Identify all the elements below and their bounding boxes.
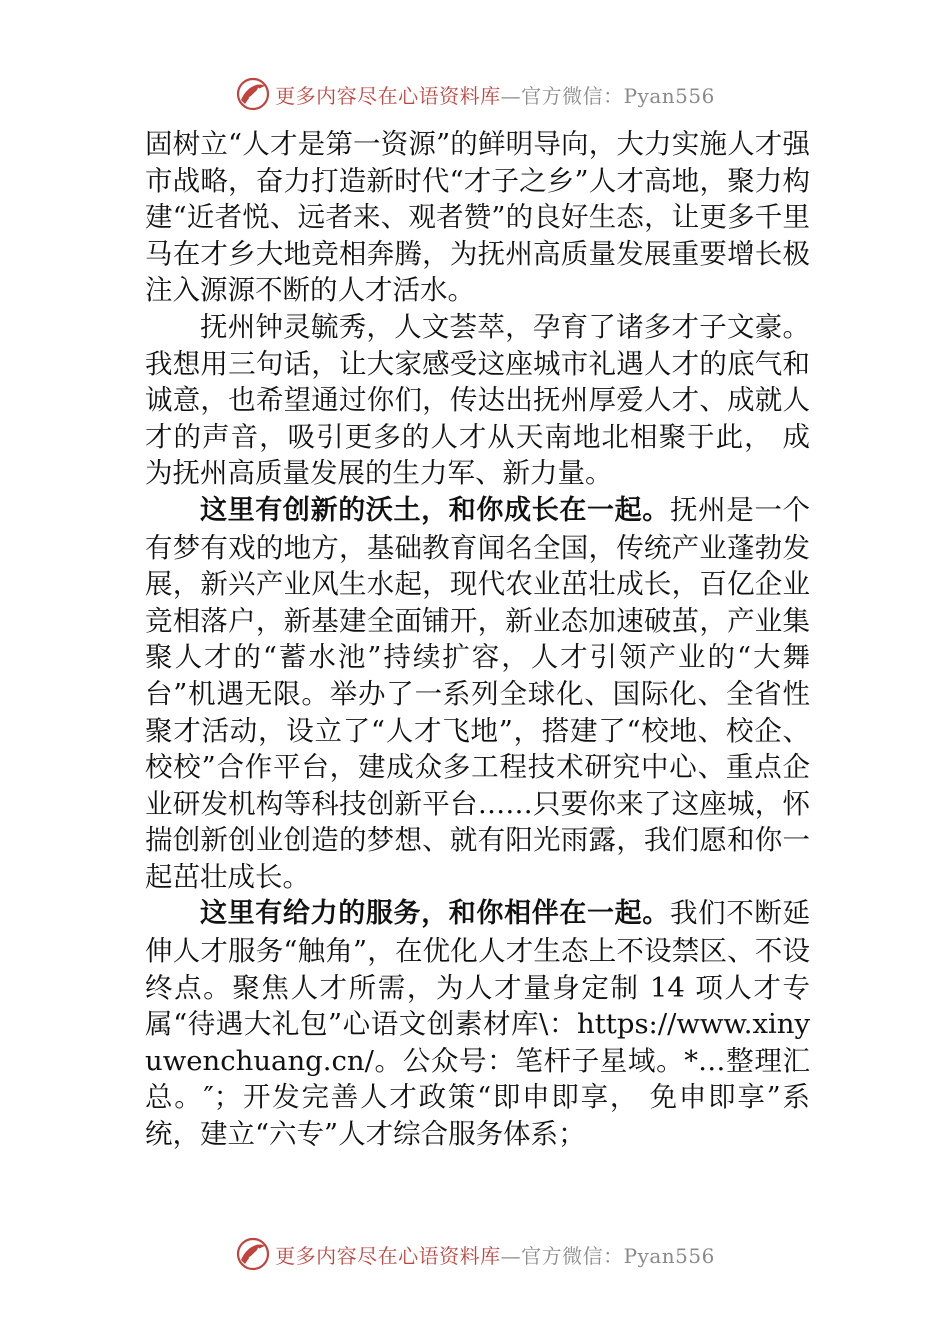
- paragraph-2: 抚州钟灵毓秀，人文荟萃，孕育了诸多才子文豪。我想用三句话，让大家感受这座城市礼遇人才的底气和诚意，也希望通过你们，传达出抚州厚爱人才、成就人才的声音，吸引更多的人才从天南地北相聚于此， 成为抚州高质量发展的生力军、新力量。: [145, 310, 810, 490]
- header-banner-main: 更多内容尽在心语资料库: [275, 83, 501, 108]
- footer-banner-main: 更多内容尽在心语资料库: [275, 1243, 501, 1268]
- footer-banner-text: [275, 1240, 715, 1269]
- paragraph-3-heading: 这里有创新的沃土，和你成长在一起。: [200, 494, 670, 526]
- paragraph-3: [145, 492, 810, 896]
- leaf-swirl-logo-icon: [235, 76, 271, 112]
- header-banner-suffix: —官方微信：Pyan556: [500, 83, 715, 108]
- paragraph-3-text: 抚州是一个有梦有戏的地方，基础教育闻名全国，传统产业蓬勃发展，新兴产业风生水起，现代农业茁壮成长，百亿企业竞相落户，新基建全面铺开，新业态加速破茧，产业集聚人才的“蓄水池”持续扩容，人才引领产业的“大舞台”机遇无限。举办了一系列全球化、国际化、全省性聚才活动，设立了“人才飞地”，搭建了“校地、校企、校校”合作平台，建成众多工程技术研究中心、重点企业研发机构等科技创新平台……只要你来了这座城，怀揣创新创业创造的梦想、就有阳光雨露，我们愿和你一起茁壮成长。: [145, 493, 811, 893]
- paragraph-1: 固树立“人才是第一资源”的鲜明导向，大力实施人才强市战略，奋力打造新时代“才子之乡”人才高地，聚力构建“近者悦、远者来、观者赞”的良好生态，让更多千里马在才乡大地竞相奔腾，为抚州高质量发展重要增长极注入源源不断的人才活水。: [145, 128, 810, 307]
- header-banner: [0, 74, 950, 114]
- paragraph-4-text: 我们不断延伸人才服务“触角”，在优化人才生态上不设禁区、不设终点。聚焦人才所需，为人才量身定制 14 项人才专属“待遇大礼包”心语文创素材库\：https://www.xinyuwenchuang.cn/。公众号：笔杆子星域。*…整理汇总。″；开发完善人才政策“即申即享， 免申即享”系统，建立“六专”人才综合服务体系；: [145, 897, 811, 1151]
- footer-banner-suffix: —官方微信：Pyan556: [500, 1243, 715, 1268]
- document-body: [145, 126, 810, 1153]
- paragraph-4-heading: 这里有给力的服务，和你相伴在一起。: [200, 898, 670, 930]
- paragraph-4: [145, 895, 810, 1152]
- footer-banner: [0, 1234, 950, 1274]
- leaf-swirl-logo-icon: [235, 1236, 271, 1272]
- header-banner-text: [275, 80, 715, 109]
